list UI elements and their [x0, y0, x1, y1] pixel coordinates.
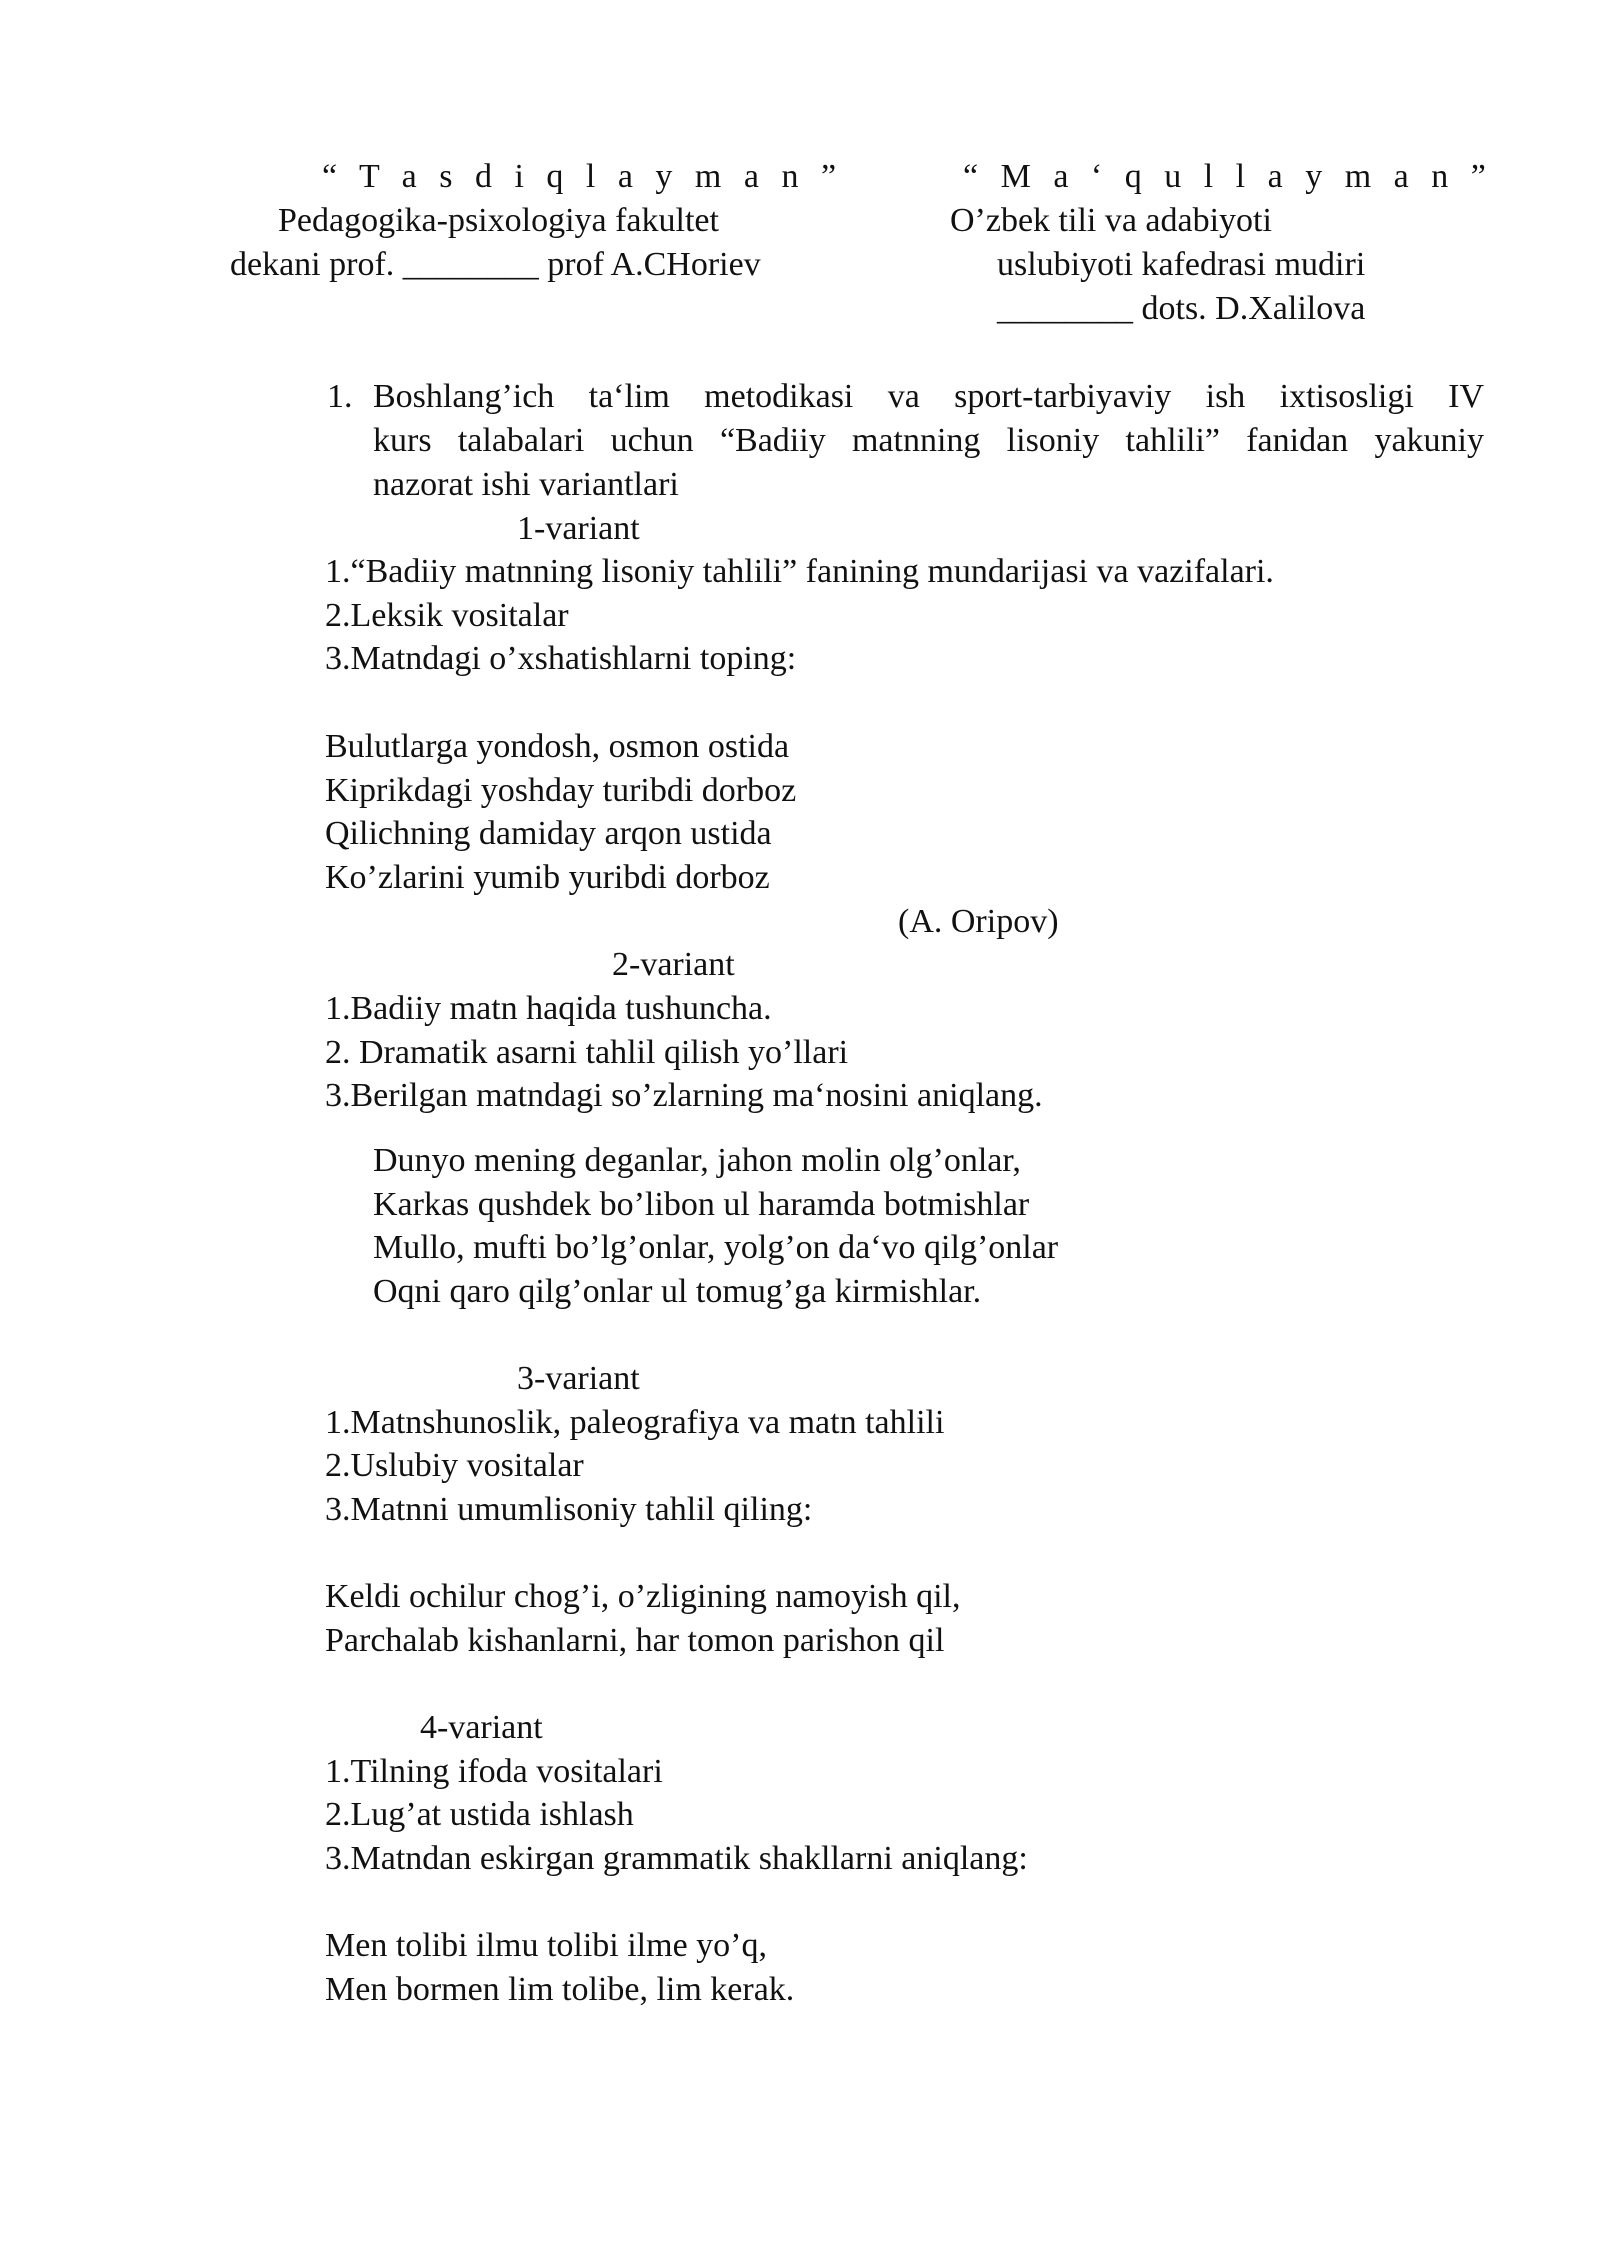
- variant-2-question-3: 3.Berilgan matndagi so’zlarning ma‘nosini aniqlang.: [325, 1077, 1043, 1114]
- variant-2-poem-line-2: Karkas qushdek bo’libon ul haramda botmishlar: [373, 1186, 1030, 1223]
- department-line-1: O’zbek tili va adabiyoti: [950, 202, 1272, 239]
- variant-1-question-2: 2.Leksik vositalar: [325, 597, 569, 634]
- variant-2-question-2: 2. Dramatik asarni tahlil qilish yo’llari: [325, 1034, 849, 1071]
- variant-3-question-2: 2.Uslubiy vositalar: [325, 1447, 584, 1484]
- variant-1-question-3: 3.Matndagi o’xshatishlarni toping:: [325, 640, 797, 677]
- variant-1-question-1: 1.“Badiiy matnning lisoniy tahlili” fanining mundarijasi va vazifalari.: [325, 553, 1274, 590]
- variant-3-poem-line-1: Keldi ochilur chog’i, o’zligining namoyish qil,: [325, 1578, 961, 1615]
- variant-1-poem-line-2: Kiprikdagi yoshday turibdi dorboz: [325, 772, 797, 809]
- variant-1-author: (A. Oripov): [898, 903, 1059, 940]
- dean-signature-line: dekani prof. ________ prof A.CHoriev: [230, 246, 761, 283]
- variant-3-poem-line-2: Parchalab kishanlarni, har tomon parishon qil: [325, 1622, 945, 1659]
- intro-line-1: Boshlang’ich ta‘lim metodikasi va sport-tarbiyaviy ish ixtisosligi IV: [373, 378, 1484, 415]
- variant-2-poem-line-4: Oqni qaro qilg’onlar ul tomug’ga kirmishlar.: [373, 1273, 982, 1310]
- variant-4-poem-line-1: Men tolibi ilmu tolibi ilme yo’q,: [325, 1927, 767, 1964]
- variant-2-question-1: 1.Badiiy matn haqida tushuncha.: [325, 990, 772, 1027]
- approval-left-title: “ T a s d i q l a y m a n ”: [322, 158, 844, 195]
- variant-4-poem-line-2: Men bormen lim tolibe, lim kerak.: [325, 1971, 795, 2008]
- variant-2-poem-line-3: Mullo, mufti bo’lg’onlar, yolg’on da‘vo qilg’onlar: [373, 1229, 1059, 1266]
- variant-1-title: 1-variant: [517, 510, 640, 547]
- variant-3-question-1: 1.Matnshunoslik, paleografiya va matn tahlili: [325, 1404, 945, 1441]
- variant-2-poem-line-1: Dunyo mening deganlar, jahon molin olg’onlar,: [373, 1142, 1021, 1179]
- department-line-2: uslubiyoti kafedrasi mudiri: [997, 246, 1366, 283]
- variant-4-question-2: 2.Lug’at ustida ishlash: [325, 1796, 634, 1833]
- variant-1-poem-line-1: Bulutlarga yondosh, osmon ostida: [325, 728, 790, 765]
- variant-4-question-1: 1.Tilning ifoda vositalari: [325, 1753, 663, 1790]
- variant-4-title: 4-variant: [420, 1709, 543, 1746]
- variant-3-title: 3-variant: [517, 1360, 640, 1397]
- variant-2-title: 2-variant: [612, 946, 735, 983]
- intro-line-3: nazorat ishi variantlari: [373, 466, 679, 503]
- intro-number: 1.: [327, 378, 353, 415]
- intro-line-2: kurs talabalari uchun “Badiiy matnning lisoniy tahlili” fanidan yakuniy: [373, 422, 1484, 459]
- faculty-name: Pedagogika-psixologiya fakultet: [278, 202, 719, 239]
- variant-1-poem-line-3: Qilichning damiday arqon ustida: [325, 815, 772, 852]
- variant-3-question-3: 3.Matnni umumlisoniy tahlil qiling:: [325, 1491, 813, 1528]
- approval-right-title: “ M a ‘ q u l l a y m a n ”: [963, 158, 1493, 195]
- department-head-signature: ________ dots. D.Xalilova: [997, 290, 1366, 327]
- variant-1-poem-line-4: Ko’zlarini yumib yuribdi dorboz: [325, 859, 770, 896]
- variant-4-question-3: 3.Matndan eskirgan grammatik shakllarni aniqlang:: [325, 1840, 1028, 1877]
